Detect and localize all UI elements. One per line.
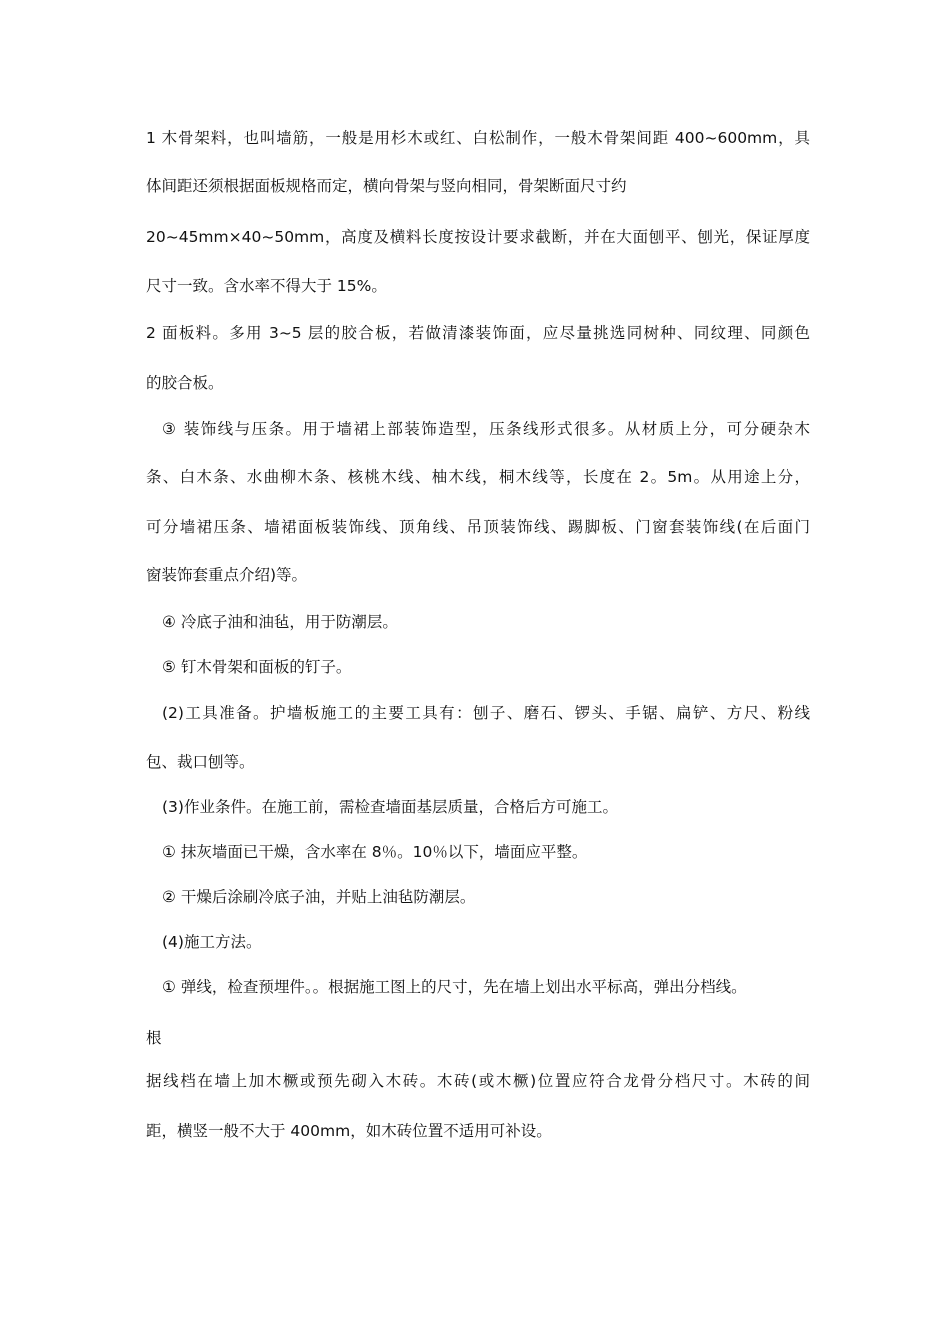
text-line: 体间距还须根据面板规格而定，横向骨架与竖向相同，骨架断面尺寸约 [146,177,627,195]
text-line: 2 面板料。多用 3~5 层的胶合板，若做清漆装饰面，应尽量挑选同树种、同纹理、同颜色 [146,324,810,342]
text-line: ⑤ 钉木骨架和面板的钉子。 [162,658,352,676]
text-line: 距，横竖一般不大于 400mm，如木砖位置不适用可补设。 [146,1122,552,1140]
text-line: ④ 冷底子油和油毡，用于防潮层。 [162,613,398,631]
text-line: 可分墙裙压条、墙裙面板装饰线、顶角线、吊顶装饰线、踢脚板、门窗套装饰线(在后面门 [146,518,810,536]
text-line: ① 抹灰墙面已干燥，含水率在 8％。10％以下，墙面应平整。 [162,843,588,861]
text-line: 的胶合板。 [146,374,224,392]
text-line: ① 弹线，检查预埋件。。根据施工图上的尺寸，先在墙上划出水平标高，弹出分档线。 [162,978,747,996]
text-line: 窗装饰套重点介绍)等。 [146,566,308,584]
text-line: 尺寸一致。含水率不得大于 15%。 [146,277,387,295]
text-line: 20~45mm×40~50mm，高度及横料长度按设计要求截断，并在大面刨平、刨光，保证厚度 [146,228,810,246]
text-line: ② 干燥后涂刷冷底子油，并贴上油毡防潮层。 [162,888,476,906]
text-line: 1 木骨架料，也叫墙筋，一般是用杉木或红、白松制作，一般木骨架间距 400~600mm，具 [146,129,810,147]
text-line: 根 [146,1029,162,1047]
text-line: 条、白木条、水曲柳木条、核桃木线、柚木线，桐木线等，长度在 2。5m。从用途上分， [146,468,810,486]
text-line: ③ 装饰线与压条。用于墙裙上部装饰造型，压条线形式很多。从材质上分，可分硬杂木 [162,420,810,438]
text-line: 据线档在墙上加木橛或预先砌入木砖。木砖(或木橛)位置应符合龙骨分档尺寸。木砖的间 [146,1072,810,1090]
text-line: (4)施工方法。 [162,933,262,951]
text-line: (3)作业条件。在施工前，需检查墙面基层质量，合格后方可施工。 [162,798,618,816]
text-line: (2)工具准备。护墙板施工的主要工具有：刨子、磨石、锣头、手锯、扁铲、方尺、粉线 [162,704,810,722]
text-line: 包、裁口刨等。 [146,753,255,771]
